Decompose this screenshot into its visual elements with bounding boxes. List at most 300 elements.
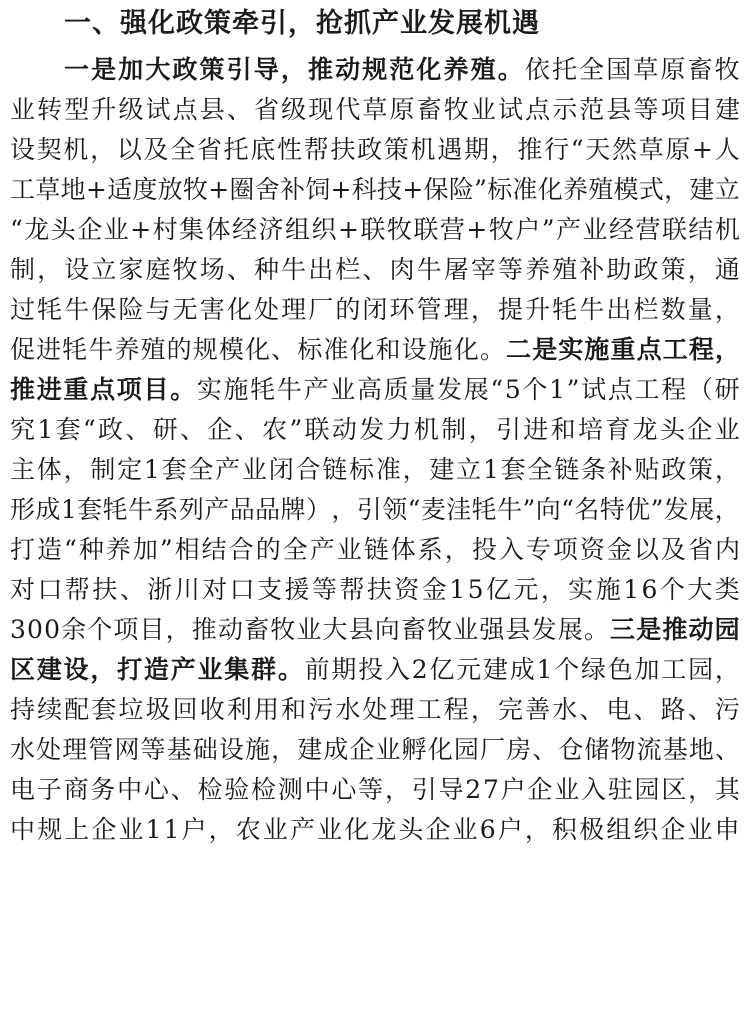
- text-char: 区: [661, 775, 687, 804]
- text-char: 集: [179, 215, 205, 244]
- text-char: 县: [505, 615, 531, 644]
- bold-char: 。: [497, 55, 523, 84]
- bold-char: 设: [63, 655, 89, 684]
- text-char: 6: [479, 815, 496, 844]
- text-char: 目: [687, 95, 713, 124]
- text-char: 家: [118, 255, 144, 284]
- text-char: 极: [579, 815, 605, 844]
- text-char: 扶: [366, 575, 392, 604]
- text-char: 体: [390, 535, 416, 564]
- text-char: 及: [660, 535, 686, 564]
- text-char: 遇: [437, 135, 463, 164]
- text-char: 园: [688, 655, 714, 684]
- text-line: [10, 170, 740, 210]
- text-char: 处: [253, 295, 279, 324]
- text-char: 对: [10, 575, 36, 604]
- text-char: 牛: [128, 495, 154, 524]
- text-char: 养: [105, 535, 131, 564]
- text-char: 体: [36, 455, 62, 484]
- text-line: [10, 490, 740, 530]
- text-char: 2: [465, 775, 482, 804]
- text-char: ，: [687, 255, 713, 284]
- text-char: ，: [664, 175, 690, 204]
- text-char: 定: [117, 455, 143, 484]
- text-char: 动: [217, 615, 243, 644]
- text-char: 圾: [145, 695, 171, 724]
- text-char: 申: [714, 815, 740, 844]
- text-char: 龙: [632, 415, 658, 444]
- text-char: 和: [550, 415, 576, 444]
- text-char: +: [208, 175, 230, 204]
- text-char: 省: [687, 535, 713, 564]
- text-char: 帮: [339, 575, 365, 604]
- text-char: 原: [389, 95, 415, 124]
- text-char: 牧: [386, 215, 412, 244]
- text-char: 发: [531, 615, 557, 644]
- text-char: ，: [63, 455, 89, 484]
- text-char: 营: [635, 215, 661, 244]
- text-char: 种: [253, 255, 279, 284]
- text-char: 高: [356, 375, 382, 404]
- text-char: 营: [439, 215, 465, 244]
- text-char: 全: [170, 135, 196, 164]
- text-char: 政: [357, 135, 383, 164]
- text-char: 品: [229, 495, 255, 524]
- text-char: 规: [192, 335, 218, 364]
- text-line: [10, 770, 740, 810]
- text-char: 名: [574, 495, 600, 524]
- text-char: 电: [10, 775, 36, 804]
- text-char: 绿: [580, 655, 606, 684]
- text-char: 进: [36, 335, 62, 364]
- text-char: 户: [500, 775, 526, 804]
- text-char: 流: [636, 735, 662, 764]
- text-char: ，: [444, 535, 470, 564]
- text-char: 元: [513, 575, 539, 604]
- bold-char: 点: [90, 375, 116, 404]
- text-char: 造: [37, 535, 63, 564]
- text-char: 项: [113, 615, 139, 644]
- text-char: 金: [606, 535, 632, 564]
- text-char: 展: [463, 375, 489, 404]
- text-char: 投: [358, 655, 384, 684]
- text-char: 1: [60, 495, 77, 524]
- text-char: 础: [192, 735, 218, 764]
- text-char: 准: [323, 335, 349, 364]
- text-char: 县: [348, 615, 374, 644]
- text-char: 牧: [172, 255, 198, 284]
- text-char: 设: [64, 255, 90, 284]
- text-char: 引: [495, 415, 521, 444]
- text-char: 头: [398, 815, 424, 844]
- text-char: 链: [363, 535, 389, 564]
- text-line: [10, 250, 740, 290]
- text-char: ，: [470, 695, 496, 724]
- text-char: 村: [152, 215, 178, 244]
- text-char: 圈: [229, 175, 255, 204]
- text-char: 项: [552, 535, 578, 564]
- text-char: 研: [714, 375, 740, 404]
- text-char: 1: [623, 575, 640, 604]
- text-char: 园: [634, 775, 660, 804]
- bold-char: 集: [224, 655, 250, 684]
- text-char: 保: [423, 175, 449, 204]
- text-char: 产: [215, 455, 241, 484]
- bold-char: 养: [443, 55, 469, 84]
- text-char: 头: [50, 215, 76, 244]
- text-char: 经: [608, 215, 634, 244]
- text-char: 理: [389, 695, 415, 724]
- text-char: 孵: [401, 735, 427, 764]
- text-char: 大: [687, 575, 713, 604]
- text-char: 扶: [92, 575, 118, 604]
- text-char: 试: [145, 95, 171, 124]
- text-char: （: [687, 375, 713, 404]
- text-char: 水: [552, 695, 578, 724]
- text-char: 等: [311, 575, 337, 604]
- text-line: [10, 410, 740, 450]
- text-char: 品: [255, 495, 281, 524]
- text-char: 化: [537, 175, 563, 204]
- text-char: 牦: [102, 495, 128, 524]
- text-char: 宰: [470, 255, 496, 284]
- text-char: 污: [714, 695, 740, 724]
- text-char: 业: [103, 215, 129, 244]
- text-char: 展: [689, 495, 715, 524]
- text-char: 合: [295, 455, 321, 484]
- bold-char: 大: [145, 55, 171, 84]
- text-char: 农: [262, 415, 288, 444]
- text-char: 省: [253, 95, 279, 124]
- text-char: 处: [36, 735, 62, 764]
- text-char: 和: [375, 335, 401, 364]
- text-char: ”: [159, 535, 173, 564]
- text-char: 前: [304, 655, 330, 684]
- text-char: 标: [487, 175, 513, 204]
- text-char: +: [130, 215, 152, 244]
- text-char: ，: [271, 735, 297, 764]
- text-char: 援: [284, 575, 310, 604]
- text-char: 利: [226, 695, 252, 724]
- text-char: 工: [416, 695, 442, 724]
- text-char: 帮: [303, 135, 329, 164]
- text-char: 殖: [552, 255, 578, 284]
- text-char: 企: [91, 815, 117, 844]
- text-char: 理: [443, 295, 469, 324]
- text-char: 量: [687, 295, 713, 324]
- text-char: 牧: [714, 55, 740, 84]
- bold-char: 动: [335, 55, 361, 84]
- text-char: 点: [172, 95, 198, 124]
- text-char: ，: [714, 495, 740, 524]
- bold-char: 造: [143, 655, 169, 684]
- text-char: 厂: [479, 735, 505, 764]
- text-char: 点: [525, 95, 551, 124]
- text-char: 牌: [280, 495, 306, 524]
- text-char: 保: [91, 295, 117, 324]
- text-char: ，: [470, 295, 496, 324]
- text-char: +: [85, 175, 107, 204]
- text-char: 牦: [37, 295, 63, 324]
- text-char: 企: [207, 415, 233, 444]
- text-char: 立: [91, 255, 117, 284]
- text-char: 程: [443, 695, 469, 724]
- text-char: 业: [452, 815, 478, 844]
- text-char: “: [82, 415, 96, 444]
- text-char: 户: [181, 815, 207, 844]
- text-char: 企: [425, 815, 451, 844]
- text-char: 策: [688, 455, 714, 484]
- text-char: 原: [665, 135, 691, 164]
- text-char: 1: [482, 455, 499, 484]
- text-char: 化: [244, 335, 270, 364]
- text-char: 养: [562, 175, 588, 204]
- text-char: 麦: [420, 495, 446, 524]
- text-char: 代: [335, 95, 361, 124]
- text-char: 业: [582, 215, 608, 244]
- text-char: 施: [427, 335, 453, 364]
- bold-char: 区: [10, 655, 36, 684]
- text-char: ，: [208, 815, 234, 844]
- text-char: 心: [331, 775, 357, 804]
- text-char: 物: [610, 735, 636, 764]
- text-char: 套: [161, 455, 187, 484]
- text-char: 套: [91, 695, 117, 724]
- text-char: 险: [118, 295, 144, 324]
- bold-char: 。: [170, 375, 196, 404]
- text-char: 联: [304, 415, 330, 444]
- text-char: 工: [661, 655, 687, 684]
- text-char: 1: [143, 455, 160, 484]
- bold-char: 一: [64, 55, 90, 84]
- text-char: 然: [611, 135, 637, 164]
- text-char: 的: [166, 335, 192, 364]
- text-char: 个: [659, 575, 685, 604]
- text-char: 业: [317, 815, 343, 844]
- text-char: 期: [331, 655, 357, 684]
- text-char: 试: [497, 95, 523, 124]
- text-char: 户: [497, 815, 523, 844]
- text-char: 工: [634, 375, 660, 404]
- text-char: 垃: [118, 695, 144, 724]
- text-char: 套: [500, 455, 526, 484]
- text-char: 其: [714, 775, 740, 804]
- text-char: 结: [201, 535, 227, 564]
- text-line: [10, 290, 740, 330]
- text-char: 省: [196, 135, 222, 164]
- text-char: ，: [90, 135, 116, 164]
- text-char: 个: [87, 615, 113, 644]
- text-char: 依: [524, 55, 550, 84]
- text-char: 牛: [416, 255, 442, 284]
- text-char: 展: [557, 615, 583, 644]
- bold-char: 二: [506, 335, 532, 364]
- text-char: 。: [583, 615, 609, 644]
- bold-char: 业: [197, 655, 223, 684]
- text-char: 验: [224, 775, 250, 804]
- text-char: 栏: [335, 255, 361, 284]
- text-char: 牧: [427, 615, 453, 644]
- text-char: 污: [308, 695, 334, 724]
- text-char: 投: [471, 535, 497, 564]
- text-char: 准: [375, 455, 401, 484]
- text-char: 出: [606, 295, 632, 324]
- text-char: ，: [714, 295, 740, 324]
- text-char: 元: [456, 655, 482, 684]
- bold-char: 程: [688, 335, 714, 364]
- text-char: ”: [650, 495, 664, 524]
- text-char: 技: [377, 175, 403, 204]
- bold-char: 策: [199, 55, 225, 84]
- text-char: 入: [580, 775, 606, 804]
- text-char: 育: [605, 415, 631, 444]
- text-char: 发: [359, 415, 385, 444]
- text-char: 、: [714, 735, 740, 764]
- text-char: 准: [512, 175, 538, 204]
- text-char: 培: [577, 415, 603, 444]
- text-char: 型: [64, 95, 90, 124]
- bold-char: 工: [662, 335, 688, 364]
- text-char: +: [338, 215, 359, 244]
- text-char: 建: [429, 455, 455, 484]
- text-char: 电: [606, 695, 632, 724]
- text-char: 务: [90, 775, 116, 804]
- bold-char: 三: [610, 615, 636, 644]
- text-char: 级: [281, 95, 307, 124]
- text-char: ，: [331, 495, 357, 524]
- text-char: 肉: [389, 255, 415, 284]
- text-char: 金: [421, 575, 447, 604]
- text-char: 产: [309, 535, 335, 564]
- text-char: 全: [282, 535, 308, 564]
- text-char: 草: [35, 175, 61, 204]
- text-char: 链: [554, 455, 580, 484]
- text-char: 以: [116, 135, 142, 164]
- text-line: [10, 530, 740, 570]
- bold-char: 实: [558, 335, 584, 364]
- text-char: 、: [633, 695, 659, 724]
- text-char: ”: [566, 375, 580, 404]
- text-char: 特: [599, 495, 625, 524]
- text-char: 成: [35, 495, 61, 524]
- text-char: ，: [714, 655, 740, 684]
- text-char: 加: [132, 535, 158, 564]
- text-char: “: [490, 375, 504, 404]
- text-char: 庭: [145, 255, 171, 284]
- text-char: 出: [308, 255, 334, 284]
- text-char: 化: [427, 735, 453, 764]
- text-char: 企: [660, 815, 686, 844]
- text-char: 1: [37, 415, 54, 444]
- text-char: 配: [64, 695, 90, 724]
- text-char: 完: [497, 695, 523, 724]
- text-char: 行: [544, 135, 570, 164]
- text-char: 推: [191, 615, 217, 644]
- text-char: 成: [323, 735, 349, 764]
- text-char: 头: [660, 415, 686, 444]
- text-char: 个: [554, 655, 580, 684]
- text-char: 设: [401, 335, 427, 364]
- text-char: “: [64, 535, 77, 564]
- text-char: 研: [152, 415, 178, 444]
- text-char: 牧: [182, 175, 208, 204]
- text-char: 户: [515, 215, 541, 244]
- bold-char: 范: [389, 55, 415, 84]
- text-char: 续: [37, 695, 63, 724]
- text-char: 业: [10, 95, 36, 124]
- text-char: 量: [410, 375, 436, 404]
- text-char: 底: [250, 135, 276, 164]
- text-char: ，: [165, 615, 191, 644]
- text-char: 牛: [497, 495, 523, 524]
- text-char: 政: [633, 255, 659, 284]
- text-char: 业: [375, 735, 401, 764]
- text-char: 网: [114, 735, 140, 764]
- text-char: ，: [402, 455, 428, 484]
- bold-char: 加: [118, 55, 144, 84]
- text-char: 向: [374, 615, 400, 644]
- text-char: +: [330, 175, 352, 204]
- text-char: 畜: [400, 615, 426, 644]
- text-char: 牛: [579, 295, 605, 324]
- text-char: 联: [661, 215, 687, 244]
- text-char: 草: [633, 55, 659, 84]
- text-char: 业: [262, 815, 288, 844]
- text-char: 织: [633, 815, 659, 844]
- text-char: 牧: [488, 215, 514, 244]
- text-char: 织: [311, 215, 337, 244]
- text-char: 政: [661, 455, 687, 484]
- text-char: 业: [554, 775, 580, 804]
- text-char: +: [402, 175, 424, 204]
- text-char: 资: [394, 575, 420, 604]
- text-char: 检: [251, 775, 277, 804]
- text-char: ，: [384, 775, 410, 804]
- text-char: 帮: [64, 575, 90, 604]
- text-char: 点: [607, 375, 633, 404]
- text-char: +: [692, 135, 713, 164]
- text-char: 立: [456, 455, 482, 484]
- text-char: 牧: [443, 95, 469, 124]
- text-char: 闭: [362, 295, 388, 324]
- text-char: 闭: [268, 455, 294, 484]
- text-char: 、: [119, 575, 145, 604]
- text-char: 处: [362, 695, 388, 724]
- text-char: 基: [662, 735, 688, 764]
- text-char: 施: [244, 735, 270, 764]
- text-char: 等: [140, 735, 166, 764]
- text-char: 链: [322, 455, 348, 484]
- text-char: 适: [107, 175, 133, 204]
- text-char: 加: [634, 655, 660, 684]
- text-char: 等: [497, 255, 523, 284]
- text-char: 测: [277, 775, 303, 804]
- text-char: 引: [411, 775, 437, 804]
- text-char: 亿: [429, 655, 455, 684]
- text-char: 标: [297, 335, 323, 364]
- text-char: 0: [27, 615, 43, 644]
- text-char: 洼: [446, 495, 472, 524]
- text-char: 0: [44, 615, 60, 644]
- text-char: 机: [63, 135, 89, 164]
- text-char: 、: [234, 415, 260, 444]
- text-char: 中: [117, 775, 143, 804]
- text-char: 提: [497, 295, 523, 324]
- text-char: 1: [536, 655, 553, 684]
- text-char: 促: [10, 335, 36, 364]
- text-char: 契: [36, 135, 62, 164]
- text-char: 主: [10, 455, 36, 484]
